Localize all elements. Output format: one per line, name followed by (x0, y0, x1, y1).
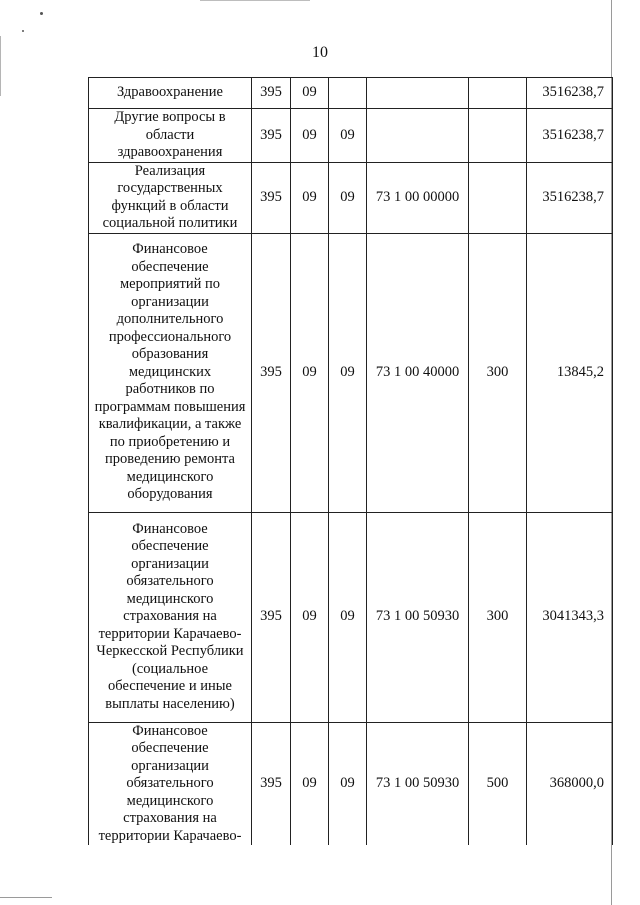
cell-target: 73 1 00 50930 (367, 722, 469, 845)
scan-bottom-edge (0, 897, 52, 898)
cell-name: Финансовое обеспечение организации обязательного медицинского страхования на территории Карачаево-Черкесской Республики (социальное обеспечение и иные выплаты населению) (89, 512, 252, 722)
cell-amount: 3041343,3 (527, 512, 613, 722)
table-row (89, 109, 613, 163)
cell-amount: 3516238,7 (527, 109, 613, 163)
cell-name: Финансовое обеспечение мероприятий по организации дополнительного профессионального образования медицинских работников по программам повышения квалификации, а также по приобретению и проведению ремонта медицинского оборудования (89, 233, 252, 512)
scan-top-edge (200, 0, 310, 1)
cell-subsection (329, 78, 367, 109)
cell-vr: 500 (469, 722, 527, 845)
cell-name: Другие вопросы в области здравоохранения (89, 109, 252, 163)
budget-table (88, 77, 613, 845)
cell-section: 09 (291, 78, 329, 109)
cell-amount: 3516238,7 (527, 78, 613, 109)
cell-vr: 300 (469, 233, 527, 512)
scan-speck (40, 12, 43, 15)
cell-vr (469, 78, 527, 109)
cell-grbs: 395 (252, 233, 291, 512)
cell-subsection: 09 (329, 162, 367, 233)
cell-target (367, 78, 469, 109)
cell-amount: 368000,0 (527, 722, 613, 845)
cell-amount: 3516238,7 (527, 162, 613, 233)
cell-name: Здравоохранение (89, 78, 252, 109)
table-row (89, 162, 613, 233)
cell-vr (469, 162, 527, 233)
cell-subsection: 09 (329, 233, 367, 512)
cell-section: 09 (291, 233, 329, 512)
page-number: 10 (312, 44, 328, 61)
cell-section: 09 (291, 162, 329, 233)
cell-section: 09 (291, 512, 329, 722)
scan-speck (22, 30, 24, 32)
table-row (89, 512, 613, 722)
cell-grbs: 395 (252, 512, 291, 722)
cell-target: 73 1 00 50930 (367, 512, 469, 722)
cell-target (367, 109, 469, 163)
cell-vr (469, 109, 527, 163)
cell-grbs: 395 (252, 78, 291, 109)
cell-subsection: 09 (329, 109, 367, 163)
cell-grbs: 395 (252, 162, 291, 233)
cell-subsection: 09 (329, 722, 367, 845)
cell-name: Финансовое обеспечение организации обязательного медицинского страхования на территории Карачаево- (89, 722, 252, 845)
cell-subsection: 09 (329, 512, 367, 722)
cell-vr: 300 (469, 512, 527, 722)
cell-section: 09 (291, 722, 329, 845)
cell-name: Реализация государственных функций в области социальной политики (89, 162, 252, 233)
cell-target: 73 1 00 40000 (367, 233, 469, 512)
cell-target: 73 1 00 00000 (367, 162, 469, 233)
table-row (89, 233, 613, 512)
table-row (89, 78, 613, 109)
table-row (89, 722, 613, 845)
cell-grbs: 395 (252, 722, 291, 845)
cell-grbs: 395 (252, 109, 291, 163)
cell-amount: 13845,2 (527, 233, 613, 512)
cell-section: 09 (291, 109, 329, 163)
